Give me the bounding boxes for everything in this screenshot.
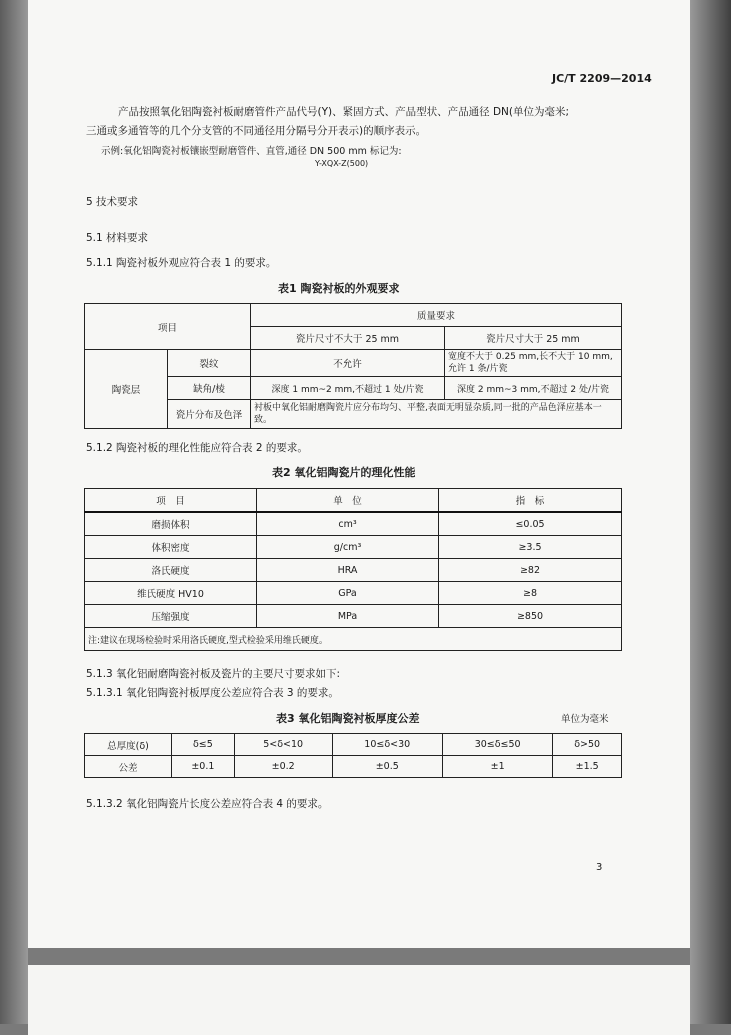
viewer-background-left [0, 0, 28, 1024]
t2-cell: ≥850 [439, 605, 622, 628]
table-3-title: 表3 氧化铝陶瓷衬板厚度公差 [276, 712, 420, 725]
t2-header: 项 目 [85, 489, 257, 513]
t1-col-large: 瓷片尺寸大于 25 mm [445, 327, 622, 350]
t3-cell: 5<δ<10 [234, 734, 332, 756]
next-document-page [28, 965, 690, 1035]
table-2-properties [84, 488, 622, 651]
t1-merged-cell: 衬板中氧化铝耐磨陶瓷片应分布均匀、平整,表面无明显杂质,同一批的产品色泽应基本一致。 [251, 400, 622, 429]
t1-cell: 宽度不大于 0.25 mm,长不大于 10 mm,允许 1 条/片瓷 [445, 350, 622, 377]
t2-cell: 压缩强度 [85, 605, 257, 628]
page-number: 3 [596, 862, 603, 873]
table-3-unit: 单位为毫米 [561, 714, 609, 725]
table-2-title: 表2 氧化铝陶瓷片的理化性能 [272, 466, 416, 479]
section-5-1-3-2: 5.1.3.2 氧化铝陶瓷片长度公差应符合表 4 的要求。 [86, 798, 329, 810]
t2-cell: 洛氏硬度 [85, 559, 257, 582]
t1-item-header: 项目 [85, 304, 251, 350]
viewer-background-right [690, 0, 731, 1024]
t1-cell: 不允许 [251, 350, 445, 377]
t1-cell: 深度 1 mm~2 mm,不超过 1 处/片瓷 [251, 377, 445, 400]
t3-cell: 公差 [85, 756, 172, 778]
t2-cell: GPa [257, 582, 439, 605]
t1-quality-header: 质量要求 [251, 304, 622, 327]
table-1-title: 表1 陶瓷衬板的外观要求 [278, 282, 400, 295]
t2-header: 指 标 [439, 489, 622, 513]
t2-header: 单 位 [257, 489, 439, 513]
t3-cell: 10≤δ<30 [332, 734, 442, 756]
t2-cell: HRA [257, 559, 439, 582]
t1-col-small: 瓷片尺寸不大于 25 mm [251, 327, 445, 350]
example-text: 示例:氧化铝陶瓷衬板镶嵌型耐磨管件、直管,通径 DN 500 mm 标记为: [101, 146, 402, 157]
section-5-1-3: 5.1.3 氧化铝耐磨陶瓷衬板及瓷片的主要尺寸要求如下: [86, 668, 341, 680]
t1-row-name: 缺角/棱 [168, 377, 251, 400]
t3-cell: 30≤δ≤50 [442, 734, 552, 756]
t1-cell: 深度 2 mm~3 mm,不超过 2 处/片瓷 [445, 377, 622, 400]
t2-cell: ≥8 [439, 582, 622, 605]
t2-cell: ≥82 [439, 559, 622, 582]
t2-cell: g/cm³ [257, 536, 439, 559]
t2-note: 注:建议在现场检验时采用洛氏硬度,型式检验采用维氏硬度。 [85, 628, 622, 651]
t2-cell: cm³ [257, 512, 439, 536]
section-5-1-1: 5.1.1 陶瓷衬板外观应符合表 1 的要求。 [86, 257, 277, 269]
t3-cell: δ≤5 [172, 734, 235, 756]
t3-cell: ±0.5 [332, 756, 442, 778]
t3-cell: ±0.1 [172, 756, 235, 778]
t1-row-name: 瓷片分布及色泽 [168, 400, 251, 429]
intro-line-2: 三通或多通管等的几个分支管的不同通径用分隔号分开表示)的顺序表示。 [86, 125, 427, 137]
t1-group-ceramic-layer: 陶瓷层 [85, 350, 168, 429]
t2-cell: 维氏硬度 HV10 [85, 582, 257, 605]
t3-cell: δ>50 [553, 734, 622, 756]
intro-line-1: 产品按照氧化铝陶瓷衬板耐磨管件产品代号(Y)、紧固方式、产品型状、产品通径 DN(单位为毫米; [118, 106, 570, 118]
t2-cell: ≥3.5 [439, 536, 622, 559]
t3-cell: ±0.2 [234, 756, 332, 778]
section-5-1-3-1: 5.1.3.1 氧化铝陶瓷衬板厚度公差应符合表 3 的要求。 [86, 687, 339, 699]
t2-cell: MPa [257, 605, 439, 628]
t1-row-name: 裂纹 [168, 350, 251, 377]
table-1-appearance [84, 303, 622, 429]
standard-number: JC/T 2209—2014 [552, 72, 652, 85]
section-5-1-2: 5.1.2 陶瓷衬板的理化性能应符合表 2 的要求。 [86, 442, 308, 454]
t3-cell: ±1.5 [553, 756, 622, 778]
t3-cell: 总厚度(δ) [85, 734, 172, 756]
t2-cell: 磨损体积 [85, 512, 257, 536]
example-code: Y-XQX-Z(500) [315, 159, 369, 168]
section-5-heading: 5 技术要求 [86, 196, 139, 208]
t2-cell: ≤0.05 [439, 512, 622, 536]
t3-cell: ±1 [442, 756, 552, 778]
t2-cell: 体积密度 [85, 536, 257, 559]
table-3-thickness-tolerance [84, 733, 622, 778]
section-5-1-heading: 5.1 材料要求 [86, 232, 149, 244]
